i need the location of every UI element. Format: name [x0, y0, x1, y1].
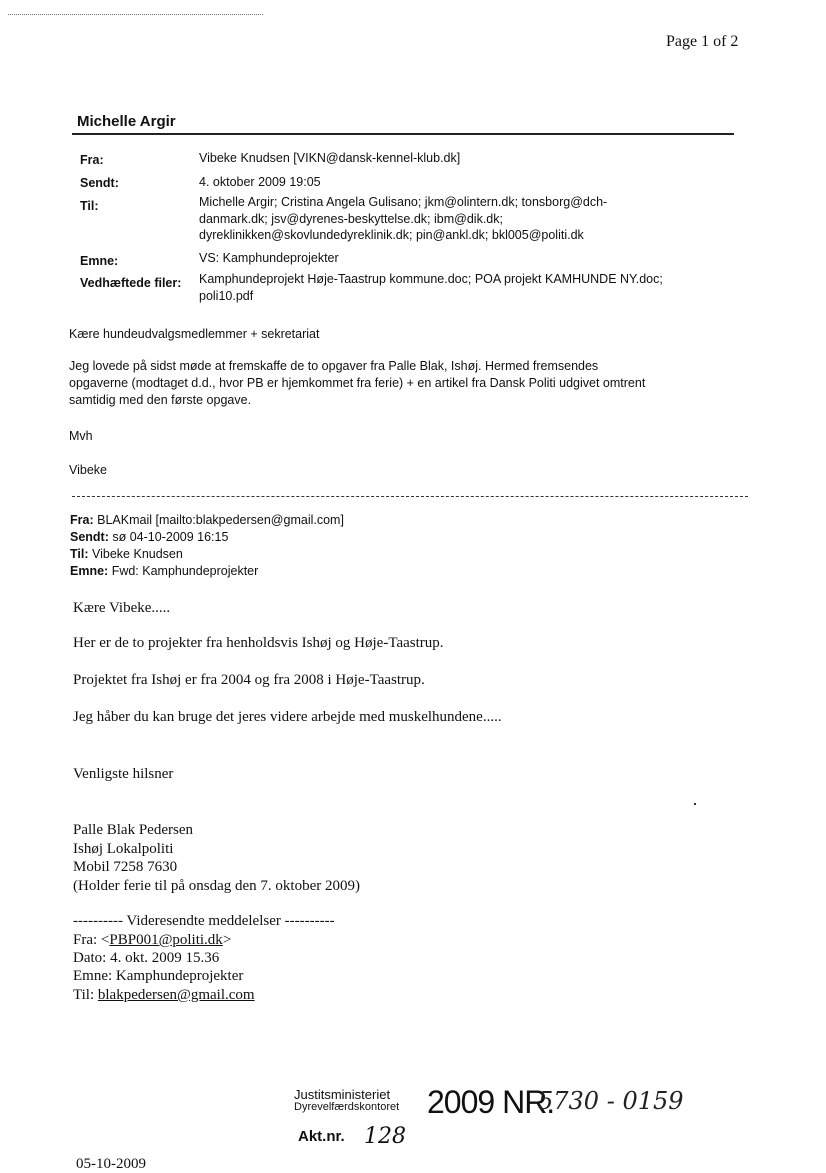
forwarded-date: Dato: 4. okt. 2009 15.36: [73, 950, 220, 966]
akt-number: 128: [364, 1124, 406, 1149]
body-line: opgaverne (modtaget d.d., hvor PB er hjemkommet fra ferie) + en artikel fra Dansk Politi udgivet omtrent: [69, 376, 646, 390]
message1-closing: Mvh: [69, 429, 93, 443]
signature-line: (Holder ferie til på onsdag den 7. oktober 2009): [73, 877, 360, 894]
message2-line2: Projektet fra Ishøj er fra 2004 og fra 2008 i Høje-Taastrup.: [73, 672, 425, 688]
fwd-sent-label: Sendt:: [70, 530, 109, 544]
forwarded-from-prefix: Fra: <: [73, 932, 110, 948]
to-line: Michelle Argir; Cristina Angela Gulisano; jkm@olintern.dk; tonsborg@dch-: [199, 195, 608, 209]
attachment-line[interactable]: Kamphundeprojekt Høje-Taastrup kommune.doc; POA projekt KAMHUNDE NY.doc;: [199, 272, 663, 286]
forwarded-from-email-link[interactable]: PBP001@politi.dk: [109, 932, 223, 948]
body-line: Jeg lovede på sidst møde at fremskaffe de to opgaver fra Palle Blak, Ishøj. Hermed fremsendes: [69, 359, 599, 373]
ministry-stamp: [294, 1088, 399, 1114]
sent-value: 4. oktober 2009 19:05: [199, 175, 321, 189]
attachments-label: Vedhæftede filer:: [80, 276, 182, 290]
from-label: Fra:: [80, 153, 104, 167]
stamp-case-number: 5730 - 0159: [538, 1087, 684, 1115]
message2-line3: Jeg håber du kan bruge det jeres videre arbejde med muskelhundene.....: [73, 709, 502, 725]
forwarded-to-email-link[interactable]: blakpedersen@gmail.com: [97, 987, 255, 1003]
signature-line: Palle Blak Pedersen: [73, 822, 193, 838]
stamp-nr-label: NR.: [502, 1084, 555, 1120]
fwd-to-value: Vibeke Knudsen: [92, 547, 183, 561]
message2-line1: Her er de to projekter fra henholdsvis Ishøj og Høje-Taastrup.: [73, 635, 444, 651]
fwd-to-row: [70, 546, 183, 563]
forwarded-subject: Emne: Kamphundeprojekter: [73, 968, 244, 984]
fwd-subject-value: Fwd: Kamphundeprojekter: [111, 564, 259, 578]
fwd-from-label: Fra:: [70, 513, 94, 527]
signature-line: Mobil 7258 7630: [73, 859, 178, 875]
fwd-sent-value: sø 04-10-2009 16:15: [112, 530, 229, 544]
message1-greeting: Kære hundeudvalgsmedlemmer + sekretariat: [69, 327, 320, 341]
scan-speck: [694, 803, 696, 805]
forwarded-from-row: [73, 931, 231, 950]
message2-greeting: Kære Vibeke.....: [73, 600, 171, 616]
subject-label: Emne:: [80, 254, 119, 268]
stamp-year-nr: [427, 1084, 554, 1121]
sent-label: Sendt:: [80, 176, 119, 190]
from-value[interactable]: Vibeke Knudsen [VIKN@dansk-kennel-klub.dk]: [199, 151, 461, 165]
subject-value: VS: Kamphundeprojekter: [199, 251, 339, 265]
to-label: Til:: [80, 199, 99, 213]
message2-regards: Venligste hilsner: [73, 766, 174, 782]
page-indicator: Page 1 of 2: [666, 33, 739, 50]
forwarded-from-suffix: >: [222, 932, 232, 948]
akt-label: Akt.nr.: [298, 1128, 345, 1145]
stamp-line: Dyrevelfærdskontoret: [294, 1101, 400, 1113]
fwd-from-value[interactable]: BLAKmail [mailto:blakpedersen@gmail.com]: [97, 513, 344, 527]
message1-body: [69, 358, 645, 409]
fwd-subject-row: [70, 563, 258, 580]
message1-signature: Vibeke: [69, 463, 107, 477]
forwarded-divider: ---------- Videresendte meddelelser ----------: [73, 913, 335, 929]
fwd-subject-label: Emne:: [70, 564, 109, 578]
to-line: dyreklinikken@skovlundedyreklinik.dk; pin@ankl.dk; bkl005@politi.dk: [199, 228, 584, 242]
attachment-line[interactable]: poli10.pdf: [199, 288, 254, 303]
fwd-to-label: Til:: [70, 547, 89, 561]
header-divider: [72, 133, 734, 135]
scan-edge-dots: [8, 14, 263, 15]
sender-name: Michelle Argir: [77, 113, 176, 130]
attachments-value[interactable]: [199, 271, 663, 304]
signature-line: Ishøj Lokalpoliti: [73, 840, 174, 857]
to-line: danmark.dk; jsv@dyrenes-beskyttelse.dk; ibm@dik.dk;: [199, 211, 503, 226]
footer-date: 05-10-2009: [76, 1156, 146, 1172]
stamp-year: 2009: [427, 1084, 495, 1120]
message2-signature: [73, 821, 360, 895]
to-value[interactable]: [199, 194, 607, 244]
stamp-line: Justitsministeriet: [294, 1087, 391, 1102]
message-divider: [72, 496, 748, 497]
forwarded-to-row: [73, 986, 255, 1005]
body-line: samtidig med den første opgave.: [69, 393, 252, 407]
fwd-sent-row: [70, 529, 228, 546]
forwarded-to-prefix: Til:: [73, 987, 98, 1003]
fwd-from-row: [70, 512, 344, 529]
